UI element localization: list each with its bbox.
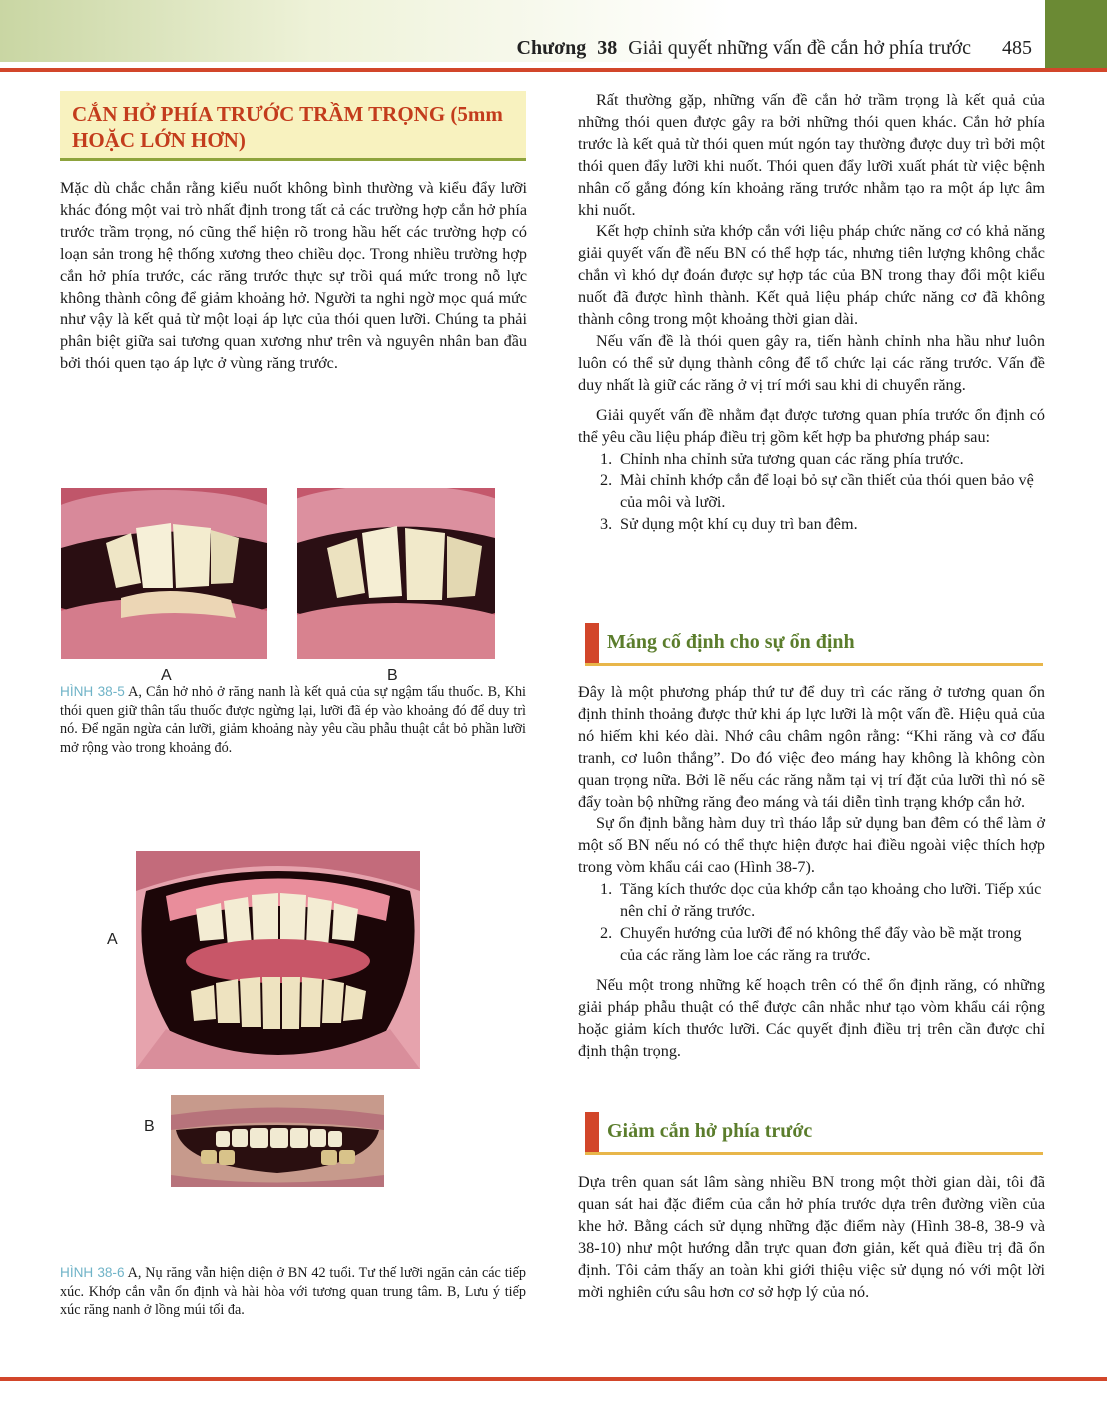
right-paragraph-7: Nếu một trong những kế hoạch trên có thể ổn định răng, có những giải pháp phẫu thuật có thể được cân nhắc như tạo vòm khẩu cái rộng hoặc giảm kích thước lưỡi. Các quyết định điều trị trên cần được chỉ định thận trọng.	[578, 975, 1045, 1060]
subheading-marker	[585, 623, 599, 663]
list-item: 3. Sử dụng một khí cụ duy trì ban đêm.	[600, 515, 858, 534]
list-item: 2. Mài chỉnh khớp cắn để loại bỏ sự cần thiết của thói quen bảo vệ của môi và lưỡi.	[600, 471, 1034, 512]
figure-38-5-caption-text: A, Cắn hở nhỏ ở răng nanh là kết quả của sự ngậm tẩu thuốc. B, Khi thói quen giữ thân tẩu thuốc được ngừng lại, lưỡi đã ép vào khoảng đó để duy trì nó. Để ngăn ngừa cản lưỡi, giảm khoảng này yêu cầu phẫu thuật cắt bỏ phần lưỡi mở rộng vào trong khoảng đó.	[60, 684, 526, 756]
section-heading-box	[60, 91, 526, 161]
right-paragraph-2: Kết hợp chỉnh sửa khớp cắn với liệu pháp chức năng cơ có khả năng giải quyết vấn đề nếu BN có thể hợp tác, nhưng tiên lượng không chắc chắn vì khó dự đoán được sự hợp tác của BN trong thay đổi một kiểu nuốt đã được hình thành. Kết quả liệu pháp chức năng cơ đã không thành công trong một khoảng thời gian dài.	[578, 222, 1045, 329]
left-column	[60, 178, 527, 375]
figure-38-6-label: HÌNH 38-6	[60, 1265, 125, 1280]
right-column-top	[578, 90, 1045, 536]
figure-38-6-a-photo	[136, 851, 420, 1069]
footer-rule	[0, 1377, 1107, 1381]
figure-38-6-caption	[60, 1264, 526, 1320]
chapter-word: Chương	[516, 37, 587, 59]
page-number: 485	[1002, 37, 1032, 59]
section-heading: CẮN HỞ PHÍA TRƯỚC TRẦM TRỌNG (5mm HOẶC LỚN HƠN)	[72, 102, 503, 152]
figure-38-5-caption	[60, 683, 526, 757]
subheading-1	[585, 623, 1043, 666]
figure-38-5-b-photo	[297, 488, 495, 659]
list-item: 1. Chỉnh nha chỉnh sửa tương quan các răng phía trước.	[600, 449, 964, 468]
subheading-2-text: Giảm cắn hở phía trước	[607, 1120, 813, 1142]
chapter-title: Giải quyết những vấn đề cắn hở phía trước	[628, 37, 971, 59]
figure-38-5-label: HÌNH 38-5	[60, 684, 125, 699]
list-item: 1. Tăng kích thước dọc của khớp cắn tạo khoảng cho lưỡi. Tiếp xúc nên chỉ ở răng trước.	[600, 880, 1042, 921]
right-column-middle	[578, 682, 1045, 1062]
figure-38-6-letter-a: A	[107, 931, 118, 948]
right-column-bottom	[578, 1172, 1045, 1303]
running-header	[517, 37, 1033, 60]
left-paragraph: Mặc dù chắc chắn rằng kiểu nuốt không bình thường và kiểu đẩy lưỡi khác đóng một vai trò nhất định trong tất cả các trường hợp cắn hở phía trước trầm trọng, nó cũng thể hiện rõ trong hầu hết các trường hợp có loạn sản trong hệ thống xương theo chiều dọc. Trong nhiều trường hợp cắn hở phía trước, các răng trước thực sự trồi quá mức trong nỗ lực không thành công để giảm khoảng hở. Người ta nghi ngờ mọc quá mức như vậy là kết quả từ một loại áp lực của thói quen lưỡi. Chúng ta phải phân biệt giữa sai tương quan xương như trên và nguyên nhân ban đầu bởi thói quen tạo áp lực ở vùng răng trước.	[60, 179, 527, 373]
method-list	[578, 449, 1045, 537]
subheading-1-text: Máng cố định cho sự ổn định	[607, 631, 855, 653]
requirement-list	[578, 879, 1045, 967]
subheading-marker	[585, 1112, 599, 1152]
figure-38-6-letter-b: B	[144, 1118, 155, 1135]
subheading-2	[585, 1112, 1043, 1155]
right-paragraph-5: Đây là một phương pháp thứ tư để duy trì các răng ở tương quan ổn định thỉnh thoảng được thử khi áp lực lưỡi là một vấn đề. Hiệu quả của nó hiếm khi kéo dài. Nhớ câu châm ngôn rằng: “Khi răng và cơ đấu tranh, cơ luôn thắng”. Do đó việc đeo máng hay không là không còn quan trọng nữa. Bởi lẽ nếu các răng nằm tại vị trí đặt của lưỡi thì nó sẽ đẩy toàn bộ những răng đeo máng và tái diễn tình trạng khớp cắn hở.	[578, 683, 1045, 811]
figure-38-5-letter-a: A	[161, 667, 172, 684]
right-paragraph-1: Rất thường gặp, những vấn đề cắn hở trầm trọng là kết quả của những thói quen được gây ra bởi những thói quen khác. Cắn hở phía trước là kết quả từ thói quen mút ngón tay thường được duy trì bởi một thói quen đẩy lưỡi khi nuốt. Thói quen đẩy lưỡi xuất phát từ việc bệnh nhân cố gắng đóng kín khoảng răng trước nhằm tạo ra một áp lực âm khi nuốt.	[578, 91, 1045, 219]
figure-38-6-b-photo	[171, 1095, 384, 1187]
figure-38-6-caption-text: A, Nụ răng vẫn hiện diện ở BN 42 tuổi. Tư thế lưỡi ngăn cản các tiếp xúc. Khớp cắn vẫn ổn định và hài hòa với tương quan trung tâm. B, Lưu ý tiếp xúc răng nanh ở lồng múi tối đa.	[60, 1265, 526, 1319]
list-item: 2. Chuyển hướng của lưỡi để nó không thể đẩy vào bề mặt trong của các răng làm loe các răng ra trước.	[600, 923, 1022, 964]
chapter-number: 38	[597, 37, 618, 59]
right-paragraph-4: Giải quyết vấn đề nhằm đạt được tương quan phía trước ổn định có thể yêu cầu liệu pháp điều trị gồm kết hợp ba phương pháp sau:	[578, 405, 1045, 446]
figure-38-5-a-photo	[61, 488, 267, 659]
right-paragraph-8: Dựa trên quan sát lâm sàng nhiều BN trong một thời gian dài, tôi đã quan sát hai đặc điểm của cắn hở phía trước dựa trên đường viền của khe hở. Bằng cách sử dụng những đặc điểm này (Hình 38-8, 38-9 và 38-10) như một hướng dẫn trực quan đơn giản, kết quả điều trị đã ổn định. Tôi cảm thấy an toàn khi giới thiệu việc sử dụng nó với một lời mời nghiên cứu sâu hơn cơ sở hợp lý của nó.	[578, 1173, 1045, 1301]
figure-38-5-letter-b: B	[387, 667, 398, 684]
right-paragraph-6: Sự ổn định bằng hàm duy trì tháo lắp sử dụng ban đêm có thể làm ở một số BN nếu nó có thể thực hiện được hai điều ngoài việc thích hợp trong vòm khẩu cái cao (Hình 38-7).	[578, 814, 1045, 877]
right-paragraph-3: Nếu vấn đề là thói quen gây ra, tiến hành chỉnh nha hầu như luôn luôn có thể sử dụng thành công để tổ chức lại các răng trước. Vấn đề duy nhất là giữ các răng ở vị trí mới sau khi di chuyển răng.	[578, 331, 1045, 394]
header-rule	[0, 68, 1107, 72]
chapter-tab	[1045, 0, 1107, 68]
